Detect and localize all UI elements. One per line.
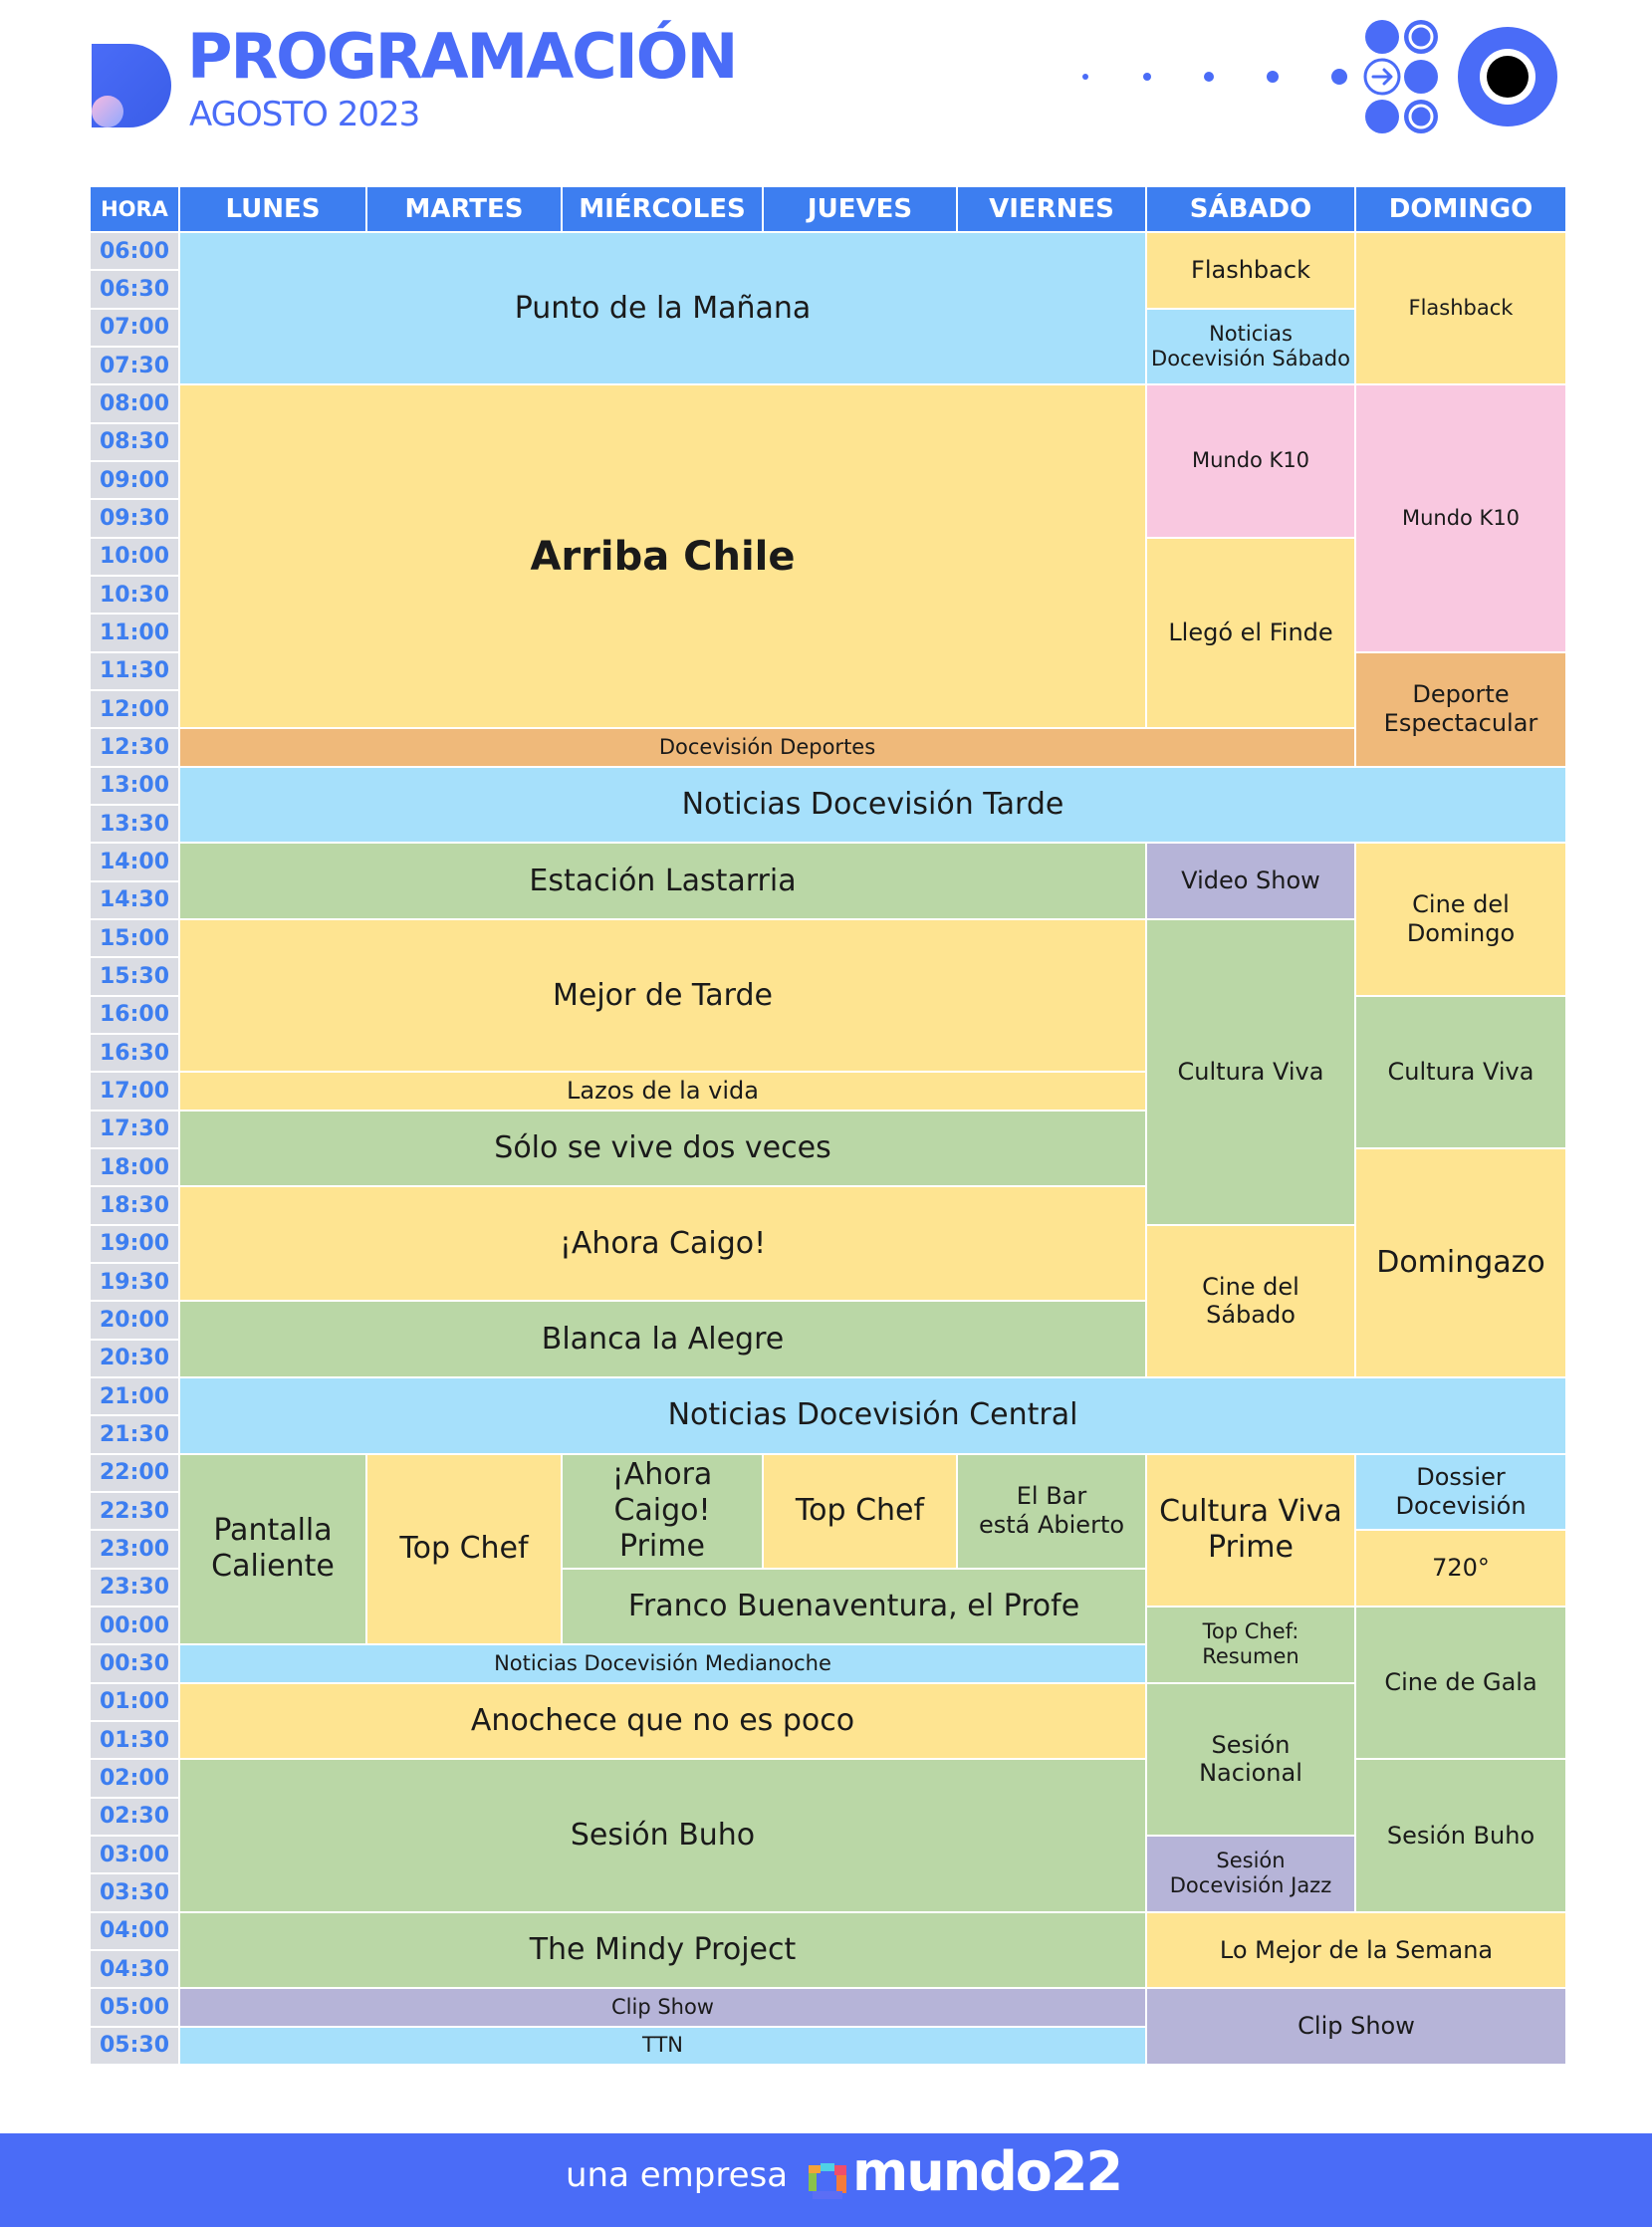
program-block: El Bar está Abierto — [958, 1455, 1145, 1568]
time-cell: 13:00 — [91, 768, 178, 804]
header-cell-hora: HORA — [91, 187, 178, 231]
program-block: Flashback — [1147, 233, 1354, 308]
program-block: Cultura Viva Prime — [1147, 1455, 1354, 1606]
time-cell: 07:00 — [91, 310, 178, 346]
header-cell-day: LUNES — [180, 187, 365, 231]
program-block: Cultura Viva — [1147, 920, 1354, 1224]
time-cell: 00:30 — [91, 1645, 178, 1681]
time-cell: 04:30 — [91, 1951, 178, 1987]
program-block: Top Chef — [764, 1455, 956, 1568]
program-block: Arriba Chile — [180, 385, 1145, 727]
time-cell: 22:30 — [91, 1493, 178, 1529]
program-block: Noticias Docevisión Central — [180, 1378, 1565, 1453]
time-cell: 18:00 — [91, 1149, 178, 1185]
schedule-grid — [91, 187, 1561, 2064]
time-cell: 09:30 — [91, 500, 178, 536]
header-cell-day: VIERNES — [958, 187, 1145, 231]
page-title: PROGRAMACIÓN — [187, 20, 737, 93]
time-cell: 21:30 — [91, 1416, 178, 1452]
footer — [0, 2133, 1652, 2227]
time-cell: 06:00 — [91, 233, 178, 269]
time-cell: 04:00 — [91, 1913, 178, 1949]
program-block: The Mindy Project — [180, 1913, 1145, 1988]
header-cell-day: MIÉRCOLES — [563, 187, 762, 231]
time-cell: 12:30 — [91, 729, 178, 765]
dots-arrow-decoration-icon — [1065, 18, 1563, 137]
program-block: Pantalla Caliente — [180, 1455, 365, 1644]
time-cell: 10:00 — [91, 539, 178, 575]
footer-tagline: una empresa — [566, 2155, 789, 2195]
time-cell: 06:30 — [91, 271, 178, 307]
time-cell: 05:00 — [91, 1989, 178, 2025]
program-block: Sesión Docevisión Jazz — [1147, 1837, 1354, 1911]
time-cell: 07:30 — [91, 348, 178, 383]
program-block: Lo Mejor de la Semana — [1147, 1913, 1565, 1988]
program-block: Dossier Docevisión — [1356, 1455, 1565, 1530]
time-cell: 08:30 — [91, 424, 178, 460]
program-block: Anochece que no es poco — [180, 1684, 1145, 1759]
time-cell: 14:00 — [91, 844, 178, 879]
program-block: Estación Lastarria — [180, 844, 1145, 918]
time-cell: 22:00 — [91, 1455, 178, 1491]
program-block: Lazos de la vida — [180, 1073, 1145, 1109]
time-cell: 09:00 — [91, 462, 178, 498]
header-cell-day: JUEVES — [764, 187, 956, 231]
program-block: 720° — [1356, 1531, 1565, 1606]
program-block: Cine del Sábado — [1147, 1226, 1354, 1376]
page-subtitle: AGOSTO 2023 — [189, 95, 420, 134]
time-cell: 00:00 — [91, 1608, 178, 1643]
program-block: Blanca la Alegre — [180, 1302, 1145, 1376]
schedule-table — [91, 187, 1561, 2064]
time-cell: 11:00 — [91, 615, 178, 650]
time-cell: 19:30 — [91, 1264, 178, 1300]
time-cell: 23:00 — [91, 1531, 178, 1567]
header-cell-day: DOMINGO — [1356, 187, 1565, 231]
time-cell: 21:00 — [91, 1378, 178, 1414]
time-cell: 13:30 — [91, 806, 178, 842]
program-block: Flashback — [1356, 233, 1565, 383]
time-cell: 01:30 — [91, 1722, 178, 1758]
program-block: Llegó el Finde — [1147, 539, 1354, 728]
time-cell: 02:30 — [91, 1799, 178, 1835]
program-block: Top Chef — [367, 1455, 561, 1644]
mundo22-square-icon — [809, 2163, 846, 2199]
program-block: Cine del Domingo — [1356, 844, 1565, 994]
time-cell: 23:30 — [91, 1570, 178, 1606]
time-cell: 18:30 — [91, 1187, 178, 1223]
time-cell: 08:00 — [91, 385, 178, 421]
header-cell-day: SÁBADO — [1147, 187, 1354, 231]
time-cell: 15:30 — [91, 958, 178, 994]
program-block: Punto de la Mañana — [180, 233, 1145, 383]
time-cell: 20:00 — [91, 1302, 178, 1338]
program-block: Top Chef: Resumen — [1147, 1608, 1354, 1682]
time-cell: 16:30 — [91, 1035, 178, 1071]
time-cell: 17:30 — [91, 1112, 178, 1147]
time-cell: 14:30 — [91, 882, 178, 918]
program-block: Sesión Buho — [180, 1760, 1145, 1910]
header-cell-day: MARTES — [367, 187, 561, 231]
program-block: Clip Show — [1147, 1989, 1565, 2064]
program-block: TTN — [180, 2028, 1145, 2064]
time-cell: 12:00 — [91, 691, 178, 727]
program-block: Mundo K10 — [1147, 385, 1354, 536]
time-cell: 16:00 — [91, 997, 178, 1033]
program-block: Mundo K10 — [1356, 385, 1565, 650]
program-block: Noticias Docevisión Tarde — [180, 768, 1565, 843]
program-block: Cine de Gala — [1356, 1608, 1565, 1758]
program-block: Domingazo — [1356, 1149, 1565, 1376]
time-cell: 19:00 — [91, 1226, 178, 1262]
program-block: Noticias Docevisión Sábado — [1147, 310, 1354, 384]
time-cell: 01:00 — [91, 1684, 178, 1720]
program-block: Cultura Viva — [1356, 997, 1565, 1147]
time-cell: 02:00 — [91, 1760, 178, 1796]
program-block: Docevisión Deportes — [180, 729, 1354, 765]
program-block: Sesión Buho — [1356, 1760, 1565, 1910]
time-cell: 20:30 — [91, 1341, 178, 1376]
program-block: Clip Show — [180, 1989, 1145, 2025]
program-block: Mejor de Tarde — [180, 920, 1145, 1071]
channel-logo-icon — [92, 44, 173, 127]
time-cell: 03:00 — [91, 1837, 178, 1872]
time-cell: 17:00 — [91, 1073, 178, 1109]
program-block: Sólo se vive dos veces — [180, 1112, 1145, 1186]
time-cell: 11:30 — [91, 653, 178, 689]
program-block: ¡Ahora Caigo! — [180, 1187, 1145, 1300]
time-cell: 15:00 — [91, 920, 178, 956]
program-block: Sesión Nacional — [1147, 1684, 1354, 1835]
program-block: ¡Ahora Caigo! Prime — [563, 1455, 762, 1568]
time-cell: 10:30 — [91, 577, 178, 613]
time-cell: 05:30 — [91, 2028, 178, 2064]
footer-brand: mundo22 — [852, 2140, 1122, 2203]
program-block: Deporte Espectacular — [1356, 653, 1565, 766]
program-block: Video Show — [1147, 844, 1354, 918]
program-block: Noticias Docevisión Medianoche — [180, 1645, 1145, 1681]
program-block: Franco Buenaventura, el Profe — [563, 1570, 1145, 1644]
time-cell: 03:30 — [91, 1874, 178, 1910]
